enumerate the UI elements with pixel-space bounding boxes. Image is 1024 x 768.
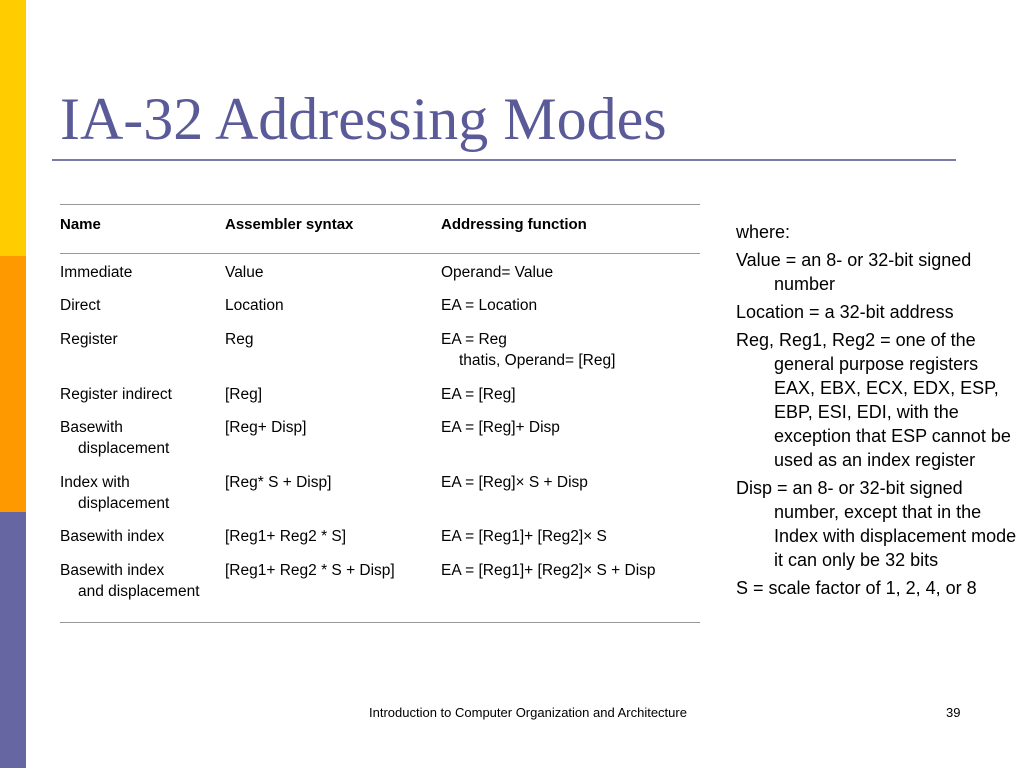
cell-name: [60, 560, 220, 602]
cell-line: thatis, Operand= [Reg]: [459, 352, 616, 369]
cell-line: EA = [Reg]× S + Disp: [441, 474, 588, 491]
header-assembler-syntax: Assembler syntax: [225, 216, 354, 233]
cell-function: [441, 526, 700, 547]
cell-line: EA = [Reg]: [441, 386, 516, 403]
cell-line: Location: [225, 297, 284, 314]
cell-name: [60, 526, 220, 547]
cell-line: Immediate: [60, 264, 133, 281]
cell-function: [441, 295, 700, 316]
cell-line: Index with: [60, 474, 130, 491]
cell-name: [60, 329, 220, 350]
definitions-intro: where:: [736, 222, 791, 242]
cell-line: [Reg+ Disp]: [225, 419, 307, 436]
accent-bar-purple: [0, 512, 26, 768]
cell-line: [Reg]: [225, 386, 263, 403]
cell-line: Reg: [225, 331, 254, 348]
cell-name: [60, 384, 220, 405]
table-header: [60, 205, 700, 254]
cell-line: displacement: [78, 495, 170, 512]
cell-syntax: [225, 560, 437, 581]
cell-function: [441, 329, 700, 371]
cell-function: [441, 472, 700, 493]
cell-line: Basewith index: [60, 528, 165, 545]
definitions-panel: [736, 220, 1020, 604]
cell-line: [Reg* S + Disp]: [225, 474, 332, 491]
cell-line: Basewith: [60, 419, 123, 436]
cell-line: EA = [Reg1]+ [Reg2]× S + Disp: [441, 562, 656, 579]
definition-disp: Disp = an 8- or 32-bit signed number, except that in the Index with displacement mode it can only be 32 bits: [736, 478, 1017, 570]
addressing-modes-table: [60, 204, 700, 623]
cell-function: [441, 417, 700, 438]
cell-line: [Reg1+ Reg2 * S]: [225, 528, 347, 545]
cell-name: [60, 262, 220, 283]
cell-function: [441, 384, 700, 405]
cell-line: [Reg1+ Reg2 * S + Disp]: [225, 562, 395, 579]
cell-line: EA = Location: [441, 297, 538, 314]
accent-bar-yellow: [0, 0, 26, 256]
cell-line: Value: [225, 264, 264, 281]
cell-syntax: [225, 262, 437, 283]
cell-syntax: [225, 384, 437, 405]
cell-line: EA = [Reg1]+ [Reg2]× S: [441, 528, 607, 545]
cell-function: [441, 262, 700, 283]
cell-syntax: [225, 329, 437, 350]
page-number: 39: [946, 705, 961, 720]
definition-registers: Reg, Reg1, Reg2 = one of the general purpose registers EAX, EBX, ECX, EDX, ESP, EBP, ESI, EDI, with the exception that ESP cannot be used as an index register: [736, 330, 1011, 470]
definition-scale: S = scale factor of 1, 2, 4, or 8: [736, 578, 977, 598]
definition-location: Location = a 32-bit address: [736, 302, 954, 322]
title-underline: [52, 159, 956, 161]
cell-line: EA = [Reg]+ Disp: [441, 419, 560, 436]
accent-bar-orange: [0, 256, 26, 512]
cell-line: Basewith index: [60, 562, 165, 579]
cell-syntax: [225, 295, 437, 316]
cell-function: [441, 560, 700, 581]
table-body: [60, 254, 700, 622]
cell-line: EA = Reg: [441, 331, 507, 348]
cell-line: Register indirect: [60, 386, 172, 403]
header-addressing-function: Addressing function: [441, 216, 587, 233]
cell-line: Operand= Value: [441, 264, 554, 281]
cell-line: and displacement: [78, 583, 200, 600]
footer-course-title: Introduction to Computer Organization and Architecture: [369, 705, 687, 720]
header-name: Name: [60, 216, 101, 233]
cell-syntax: [225, 526, 437, 547]
slide-title: IA-32 Addressing Modes: [60, 86, 667, 152]
cell-line: Register: [60, 331, 118, 348]
cell-name: [60, 295, 220, 316]
cell-name: [60, 417, 220, 459]
cell-line: Direct: [60, 297, 101, 314]
cell-syntax: [225, 417, 437, 438]
cell-syntax: [225, 472, 437, 493]
cell-line: displacement: [78, 440, 170, 457]
cell-name: [60, 472, 220, 514]
definition-value: Value = an 8- or 32-bit signed number: [736, 250, 972, 294]
